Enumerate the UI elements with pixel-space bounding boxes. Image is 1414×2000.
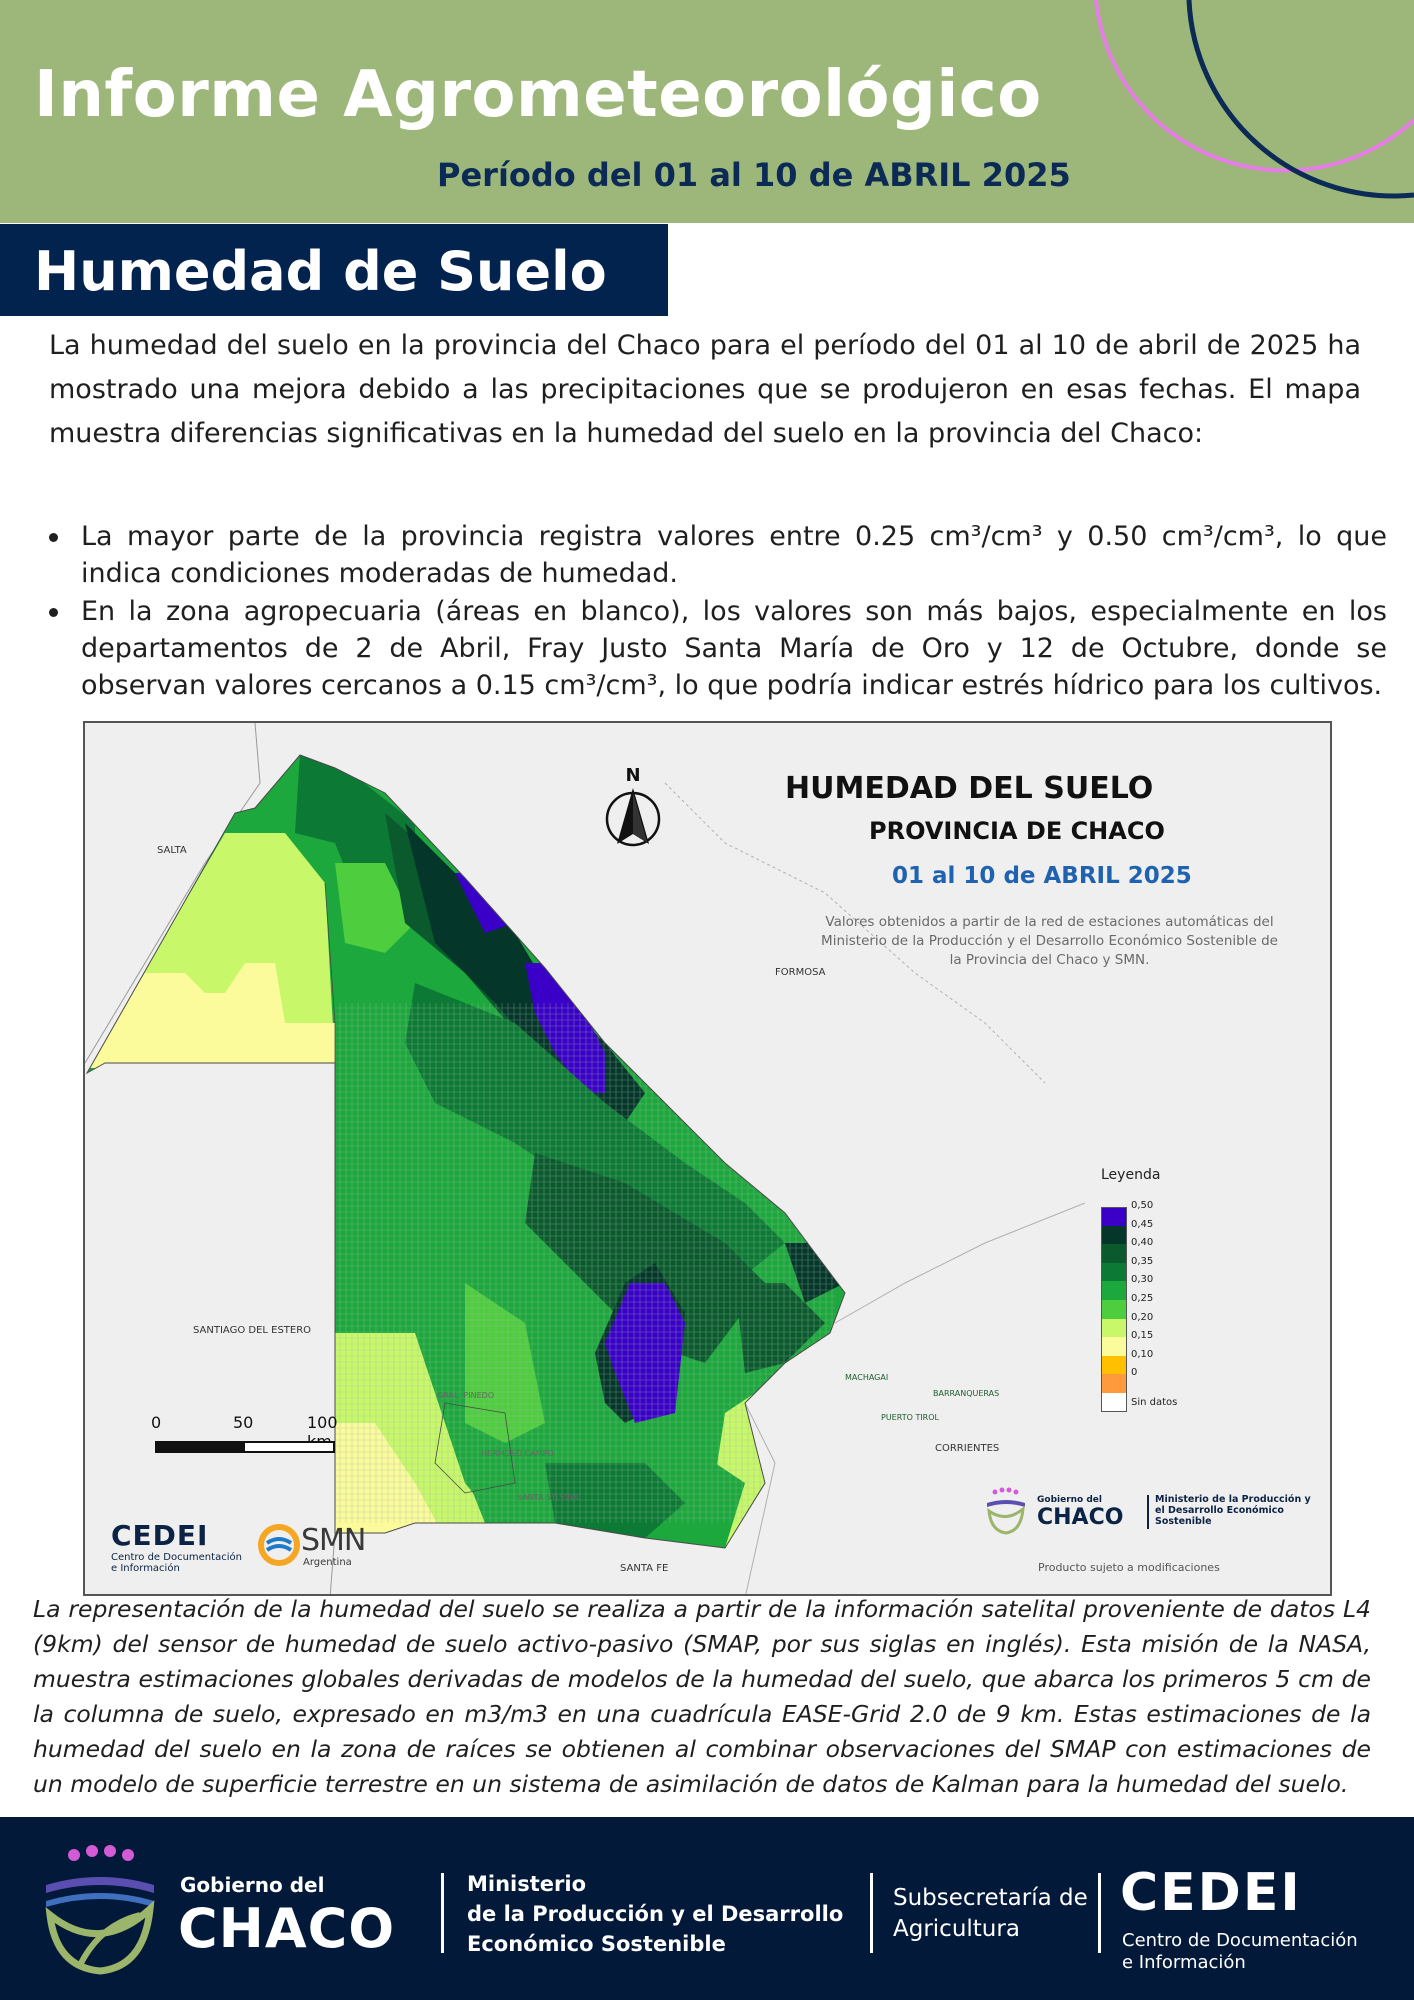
legend-item <box>1101 1200 1241 1226</box>
cedei-subtitle: Centro de Documentación e Información <box>111 1552 242 1574</box>
place-salta: SALTA <box>157 845 187 856</box>
place-formosa: FORMOSA <box>775 967 826 978</box>
legend-title: Leyenda <box>1101 1167 1161 1183</box>
legend-label: Sin datos <box>1131 1396 1178 1408</box>
footer-cedei-sub <box>1122 1930 1358 1974</box>
legend-label: 0,15 <box>1131 1330 1154 1342</box>
header-banner <box>0 0 1414 223</box>
legend-item <box>1101 1348 1241 1375</box>
footer-ministerio-line3: Económico Sostenible <box>467 1932 726 1956</box>
intro-paragraph: La humedad del suelo en la provincia del Chaco para el período del 01 al 10 de abril de 2025 ha mostrado una mejora debido a las precipitaciones que se produjeron en esas fechas. El mapa muestra diferencias significativas en la humedad del suelo en la provincia del Chaco: <box>49 330 1361 449</box>
place-barranqueras: BARRANQUERAS <box>933 1389 1000 1398</box>
chaco-emblem-icon <box>40 1845 160 1975</box>
gob-separator <box>1147 1495 1149 1529</box>
footer-gob-small: Gobierno del <box>180 1873 325 1897</box>
place-santa-sylvina: SANTA SYLVINA <box>517 1493 579 1502</box>
north-arrow <box>603 765 663 852</box>
gob-small-label: Gobierno del <box>1037 1495 1102 1505</box>
footer-separator <box>1098 1873 1101 1953</box>
cedei-logo <box>111 1519 251 1574</box>
legend-label: 0,30 <box>1131 1274 1154 1286</box>
legend-item <box>1101 1393 1241 1412</box>
footer-separator <box>441 1873 444 1953</box>
footer-ministerio <box>467 1869 843 1959</box>
smn-swirl-icon <box>257 1523 301 1567</box>
legend-swatch <box>1101 1374 1127 1393</box>
footer-cedei-line2: e Información <box>1122 1952 1246 1973</box>
north-label: N <box>625 765 641 786</box>
footer-separator <box>870 1873 873 1953</box>
footer-subsecretaria <box>893 1883 1088 1945</box>
place-machagai: MACHAGAI <box>845 1373 889 1382</box>
legend-swatch <box>1101 1300 1127 1319</box>
footer-subsecretaria-line2: Agricultura <box>893 1916 1020 1942</box>
smn-logo <box>257 1521 387 1569</box>
scale-bar-graphic <box>155 1441 335 1453</box>
bullet-item: La mayor parte de la provincia registra valores entre 0.25 cm³/cm³ y 0.50 cm³/cm³, lo que indica condiciones moderadas de humedad. <box>49 518 1387 592</box>
footer-ministerio-line2: de la Producción y el Desarrollo <box>467 1902 844 1926</box>
gobierno-chaco-map-logo <box>983 1487 1313 1537</box>
legend-item <box>1101 1330 1241 1356</box>
bullet-list <box>49 518 1387 705</box>
legend-label: 0,10 <box>1131 1348 1154 1360</box>
footer-cedei-line1: Centro de Documentación <box>1122 1930 1358 1951</box>
legend-swatch <box>1101 1281 1127 1300</box>
legend-label: 0,40 <box>1131 1237 1154 1249</box>
place-corrientes: CORRIENTES <box>935 1443 1000 1454</box>
legend-swatch <box>1101 1226 1127 1245</box>
legend-label: 0,20 <box>1131 1311 1154 1323</box>
legend-swatch <box>1101 1319 1127 1338</box>
legend-label: 0,45 <box>1131 1218 1154 1230</box>
scale-label-mid: 50 <box>233 1413 254 1432</box>
product-note: Producto sujeto a modificaciones <box>1038 1561 1220 1574</box>
report-title: Informe Agrometeorológico <box>34 58 1042 132</box>
footer <box>0 1817 1414 2000</box>
north-arrow-icon <box>603 786 663 848</box>
report-period: Período del 01 al 10 de ABRIL 2025 <box>437 156 1071 194</box>
legend-item <box>1101 1292 1241 1319</box>
footer-subsecretaria-line1: Subsecretaría de <box>893 1885 1088 1911</box>
scale-label-zero: 0 <box>151 1413 162 1432</box>
place-gral-pinedo: GRAL. PINEDO <box>437 1391 495 1400</box>
place-puerto-tirol: PUERTO TIROL <box>881 1413 939 1422</box>
legend-item <box>1101 1367 1241 1393</box>
footer-cedei-wordmark: CEDEI <box>1120 1863 1302 1923</box>
place-santiago: SANTIAGO DEL ESTERO <box>193 1325 312 1336</box>
legend-label: 0,25 <box>1131 1292 1154 1304</box>
section-banner <box>0 224 668 316</box>
footer-gob-big: CHACO <box>178 1897 396 1960</box>
legend-swatch <box>1101 1337 1127 1356</box>
map-date: 01 al 10 de ABRIL 2025 <box>892 863 1192 889</box>
smn-wordmark: SMN <box>301 1523 366 1558</box>
legend-swatch <box>1101 1393 1127 1412</box>
legend-item <box>1101 1237 1241 1263</box>
gob-big-label: CHACO <box>1037 1505 1124 1530</box>
legend-item <box>1101 1274 1241 1300</box>
place-hermoso-campo: HERMOSO CAMPO <box>481 1449 554 1458</box>
legend <box>1101 1200 1241 1412</box>
legend-label: 0,50 <box>1131 1200 1154 1211</box>
header-decoration-arcs <box>1074 0 1414 223</box>
footer-ministerio-line1: Ministerio <box>467 1872 587 1896</box>
map-caption: La representación de la humedad del suelo se realiza a partir de la información satelital proveniente de datos L4 (9km) del sensor de humedad de suelo activo-pasivo (SMAP, por sus siglas en inglés). Esta misión de la NASA, muestra estimaciones globales derivadas de modelos de la humedad del suelo, que abarca los primeros 5 cm de la columna de suelo, expresado en m3/m3 en una cuadrícula EASE-Grid 2.0 de 9 km. Estas estimaciones de la humedad del suelo en la zona de raíces se obtienen al combinar observaciones del SMAP con estimaciones de un modelo de superficie terrestre en un sistema de asimilación de datos de Kalman para la humedad del suelo. <box>33 1595 1371 1798</box>
smn-subtitle: Argentina <box>303 1557 352 1568</box>
scale-label-end: 100 <box>307 1413 338 1432</box>
legend-swatch <box>1101 1263 1127 1282</box>
legend-swatch <box>1101 1207 1127 1226</box>
cedei-wordmark: CEDEI <box>111 1519 209 1552</box>
map-source-note: Valores obtenidos a partir de la red de estaciones automáticas del Ministerio de la Producción y el Desarrollo Económico Sostenible de la Provincia del Chaco y SMN. <box>821 914 1278 968</box>
legend-label: 0,35 <box>1131 1255 1154 1267</box>
section-title: Humedad de Suelo <box>34 240 607 303</box>
map-subtitle: PROVINCIA DE CHACO <box>869 817 1165 845</box>
legend-item <box>1101 1218 1241 1245</box>
map-canvas <box>85 723 1332 1596</box>
legend-swatch <box>1101 1244 1127 1263</box>
place-santa-fe: SANTA FE <box>620 1563 669 1574</box>
legend-label: 0 <box>1131 1367 1138 1379</box>
legend-item <box>1101 1255 1241 1282</box>
legend-item <box>1101 1311 1241 1338</box>
bullet-item: En la zona agropecuaria (áreas en blanco), los valores son más bajos, especialmente en los departamentos de 2 de Abril, Fray Justo Santa María de Oro y 12 de Octubre, donde se observan valores cercanos a 0.15 cm³/cm³, lo que podría indicar estrés hídrico para los cultivos. <box>49 593 1387 704</box>
map-title: HUMEDAD DEL SUELO <box>785 771 1154 806</box>
soil-moisture-map <box>83 721 1332 1596</box>
legend-swatch <box>1101 1356 1127 1375</box>
chaco-emblem-icon <box>983 1487 1029 1535</box>
ministerio-label: Ministerio de la Producción y el Desarrollo Económico Sostenible <box>1155 1494 1311 1527</box>
